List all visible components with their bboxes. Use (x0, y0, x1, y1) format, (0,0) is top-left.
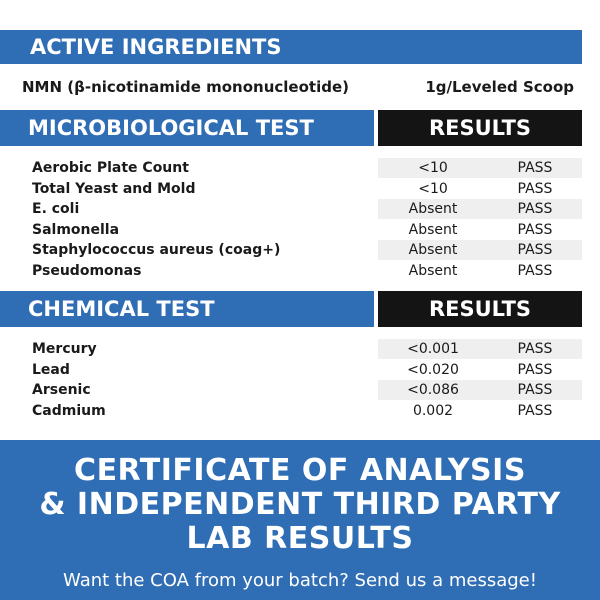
table-row (0, 158, 600, 178)
table-row (0, 179, 600, 199)
table-row (0, 220, 600, 240)
test-name: Cadmium (32, 402, 106, 419)
test-result: 0.002 (412, 402, 454, 419)
test-name: Salmonella (32, 221, 120, 238)
microbiological-test-title: MICROBIOLOGICAL TEST (28, 116, 314, 140)
footer-title-line2: & INDEPENDENT THIRD PARTY (39, 487, 561, 522)
table-row (0, 240, 600, 260)
footer-title-line3: LAB RESULTS (186, 521, 414, 556)
table-row (0, 199, 600, 219)
active-ingredients-title: ACTIVE INGREDIENTS (30, 35, 282, 59)
footer-banner (0, 440, 600, 600)
test-result: Absent (408, 262, 458, 279)
micro-results-header (378, 110, 582, 146)
ingredient-name: NMN (β-nicotinamide mononucleotide) (22, 78, 349, 96)
test-name: Arsenic (32, 382, 91, 398)
active-ingredients-header (0, 30, 582, 64)
test-status: PASS (517, 402, 553, 419)
test-name: Staphylococcus aureus (coag+) (32, 242, 281, 258)
test-result: <10 (378, 158, 488, 178)
test-name: Total Yeast and Mold (32, 180, 196, 197)
ingredient-dose: 1g/Leveled Scoop (425, 78, 574, 96)
micro-results-title: RESULTS (428, 116, 532, 140)
test-name: Lead (32, 361, 70, 378)
test-name: E. coli (32, 201, 80, 217)
test-status: PASS (517, 180, 553, 197)
test-status: PASS (488, 380, 582, 400)
test-name: Mercury (32, 341, 97, 357)
test-status: PASS (517, 361, 553, 378)
test-result: Absent (408, 221, 458, 238)
chem-results-title: RESULTS (428, 297, 532, 321)
test-status: PASS (517, 221, 553, 238)
test-status: PASS (488, 339, 582, 359)
footer-subtitle: Want the COA from your batch? Send us a message! (63, 570, 537, 591)
test-name: Aerobic Plate Count (32, 160, 189, 176)
footer-title-line1: CERTIFICATE OF ANALYSIS (74, 453, 526, 488)
test-result: <0.001 (378, 339, 488, 359)
test-status: PASS (517, 262, 553, 279)
test-result: <0.020 (407, 361, 459, 378)
test-result: Absent (378, 240, 488, 260)
test-status: PASS (488, 158, 582, 178)
chemical-test-header (0, 291, 374, 327)
ingredient-row (0, 74, 600, 100)
table-row (0, 380, 600, 400)
test-result: Absent (378, 199, 488, 219)
test-status: PASS (488, 240, 582, 260)
test-result: <10 (418, 180, 448, 197)
test-result: <0.086 (378, 380, 488, 400)
table-row (0, 401, 600, 421)
microbiological-test-header (0, 110, 374, 146)
chem-results-header (378, 291, 582, 327)
footer-title (0, 454, 600, 556)
table-row (0, 360, 600, 380)
chemical-test-title: CHEMICAL TEST (28, 297, 215, 321)
test-status: PASS (488, 199, 582, 219)
table-row (0, 261, 600, 281)
table-row (0, 339, 600, 359)
test-name: Pseudomonas (32, 262, 142, 279)
